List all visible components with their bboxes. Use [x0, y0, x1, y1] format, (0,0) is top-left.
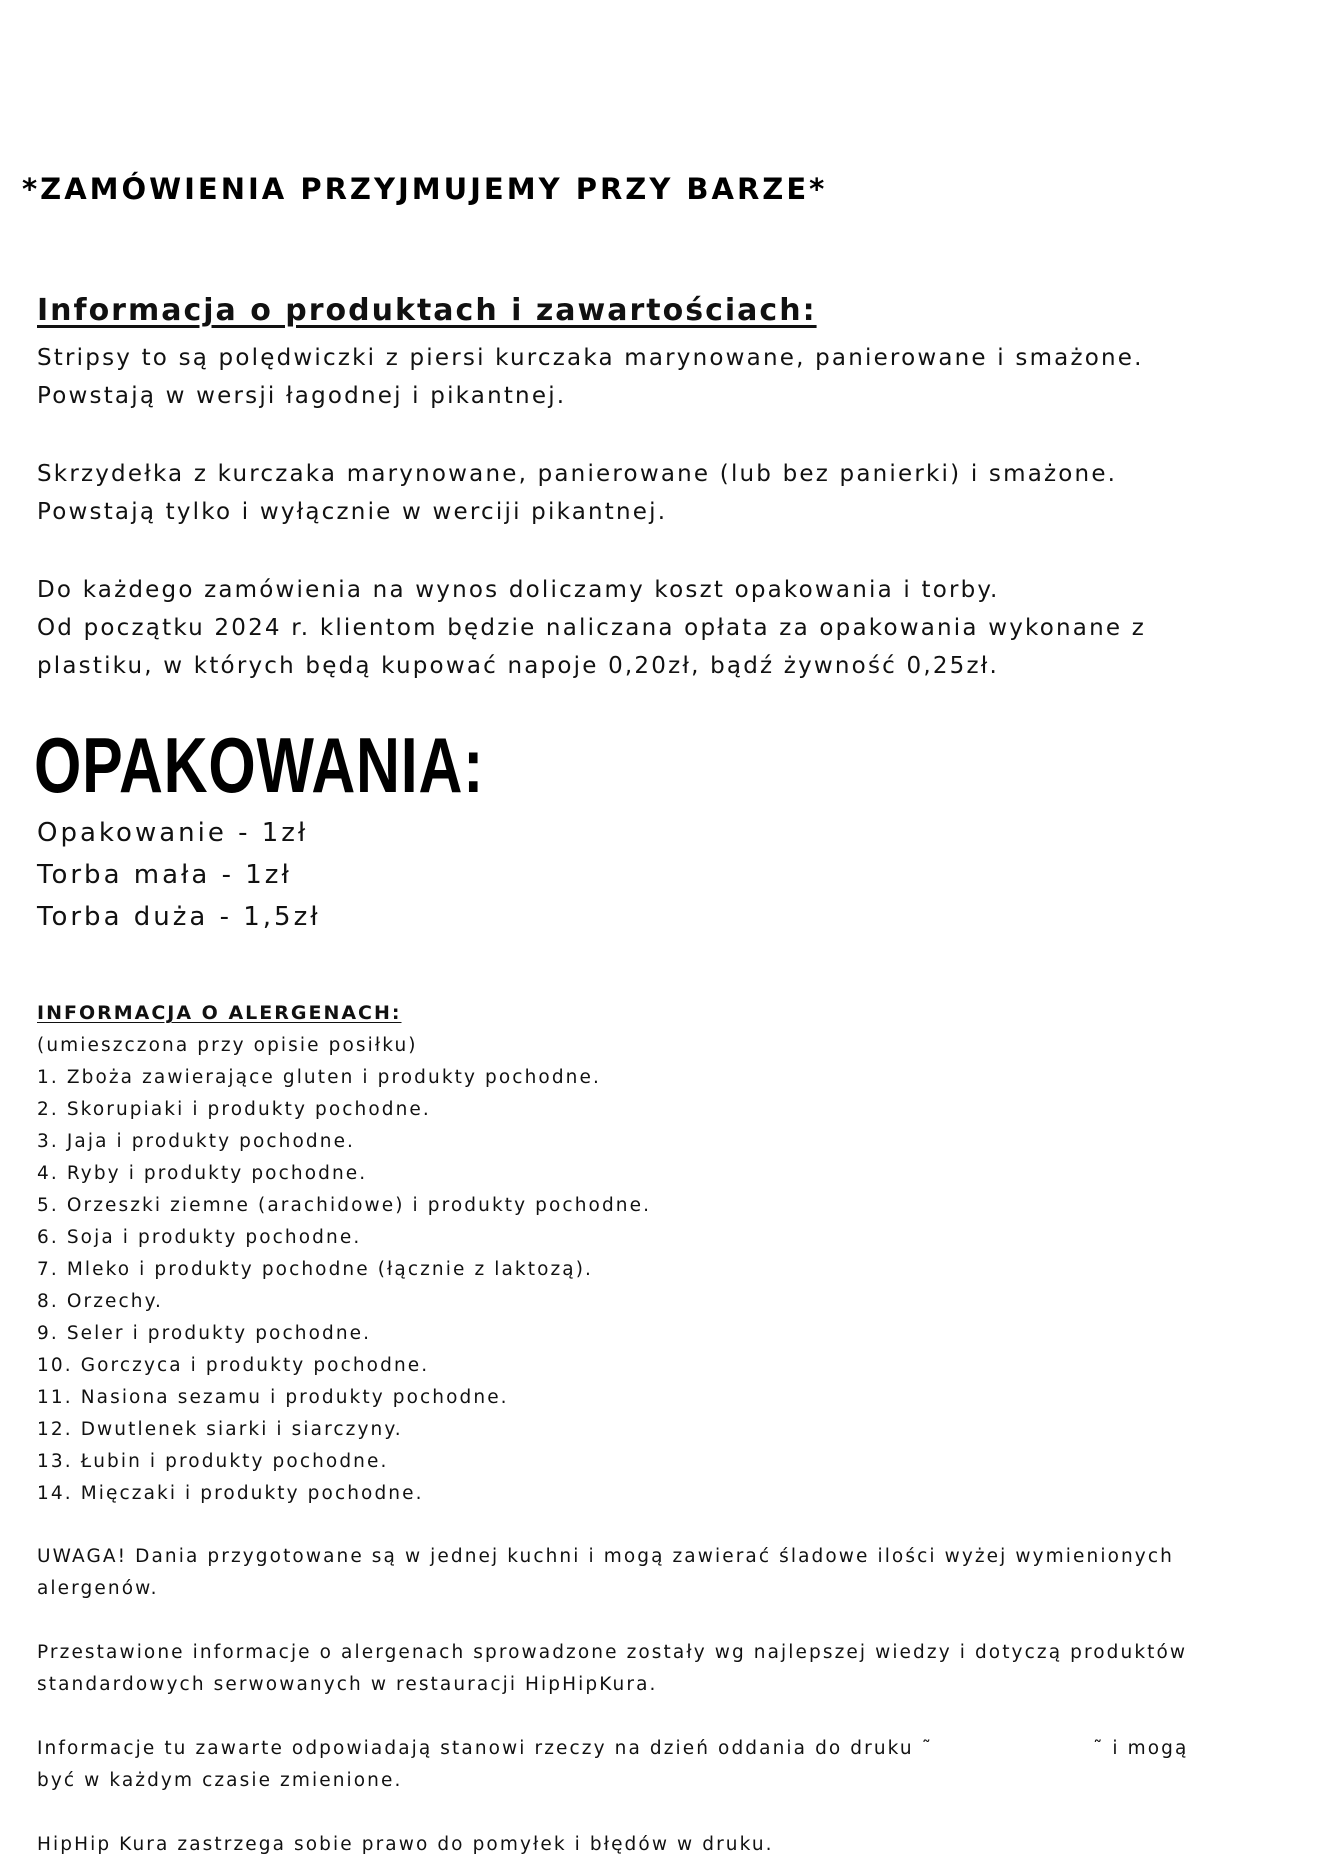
note-line: [37, 1733, 1188, 1765]
validity-note: [37, 1733, 1188, 1797]
allergen-item: 9. Seler i produkty pochodne.: [37, 1323, 372, 1344]
cross-contamination-warning: [37, 1541, 1174, 1605]
warning-line: UWAGA! Dania przygotowane są w jednej kuchni i mogą zawierać śladowe ilości wyżej wymienionych: [37, 1546, 1174, 1567]
note-line: standardowych serwowanych w restauracji HipHipKura.: [37, 1674, 658, 1695]
allergen-item: 14. Mięczaki i produkty pochodne.: [37, 1483, 424, 1504]
allergen-item: 8. Orzechy.: [37, 1291, 163, 1312]
packaging-price-item: Torba mała - 1zł: [37, 860, 292, 890]
products-info-heading: Informacja o produktach i zawartościach:: [37, 293, 817, 328]
wings-paragraph: [37, 455, 1117, 531]
allergen-item: 5. Orzeszki ziemne (arachidowe) i produkty pochodne.: [37, 1195, 652, 1216]
warning-line: alergenów.: [37, 1578, 159, 1599]
validity-text-end: ˜ i mogą: [1093, 1738, 1189, 1759]
packaging-price-item: Torba duża - 1,5zł: [37, 902, 321, 932]
verification-note: [37, 1637, 1187, 1701]
paragraph-line: Powstają tylko i wyłącznie w werciji pikantnej.: [37, 499, 668, 525]
allergen-item: 2. Skorupiaki i produkty pochodne.: [37, 1099, 431, 1120]
allergen-item: 1. Zboża zawierające gluten i produkty pochodne.: [37, 1067, 601, 1088]
allergens-subtitle: (umieszczona przy opisie posiłku): [37, 1035, 418, 1056]
allergen-item: 7. Mleko i produkty pochodne (łącznie z laktozą).: [37, 1259, 594, 1280]
packaging-heading: OPAKOWANIA:: [34, 721, 485, 809]
print-errors-disclaimer: HipHip Kura zastrzega sobie prawo do pomyłek i błędów w druku.: [37, 1834, 774, 1855]
allergen-item: 11. Nasiona sezamu i produkty pochodne.: [37, 1387, 509, 1408]
allergen-item: 6. Soja i produkty pochodne.: [37, 1227, 362, 1248]
allergens-heading: INFORMACJA O ALERGENACH:: [37, 1002, 402, 1024]
allergens-list: [37, 1030, 651, 1510]
allergen-item: 13. Łubin i produkty pochodne.: [37, 1451, 389, 1472]
paragraph-line: Skrzydełka z kurczaka marynowane, panierowane (lub bez panierki) i smażone.: [37, 461, 1118, 487]
paragraph-line: Stripsy to są polędwiczki z piersi kurczaka marynowane, panierowane i smażone.: [37, 345, 1144, 371]
allergen-item: 3. Jaja i produkty pochodne.: [37, 1131, 356, 1152]
stripsy-paragraph: [37, 339, 1144, 415]
packaging-price-list: [37, 812, 321, 938]
packaging-price-item: Opakowanie - 1zł: [37, 818, 309, 848]
allergen-item: 4. Ryby i produkty pochodne.: [37, 1163, 368, 1184]
paragraph-line: plastiku, w których będą kupować napoje 0,20zł, bądź żywność 0,25zł.: [37, 653, 1000, 679]
paragraph-line: Do każdego zamówienia na wynos doliczamy koszt opakowania i torby.: [37, 577, 1000, 603]
paragraph-line: Powstają w wersji łagodnej i pikantnej.: [37, 383, 567, 409]
note-line: Przestawione informacje o alergenach sprowadzone zostały wg najlepszej wiedzy i dotyczą produktów: [37, 1642, 1188, 1663]
allergen-item: 12. Dwutlenek siarki i siarczyny.: [37, 1419, 403, 1440]
packaging-fee-paragraph: [37, 571, 1146, 685]
paragraph-line: Od początku 2024 r. klientom będzie naliczana opłata za opakowania wykonane z: [37, 615, 1146, 641]
note-line: być w każdym czasie zmienione.: [37, 1770, 403, 1791]
allergen-item: 10. Gorczyca i produkty pochodne.: [37, 1355, 430, 1376]
validity-text-start: Informacje tu zawarte odpowiadają stanowi rzeczy na dzień oddania do druku ˜: [37, 1738, 934, 1759]
order-at-bar-banner: *ZAMÓWIENIA PRZYJMUJEMY PRZY BARZE*: [22, 172, 828, 206]
